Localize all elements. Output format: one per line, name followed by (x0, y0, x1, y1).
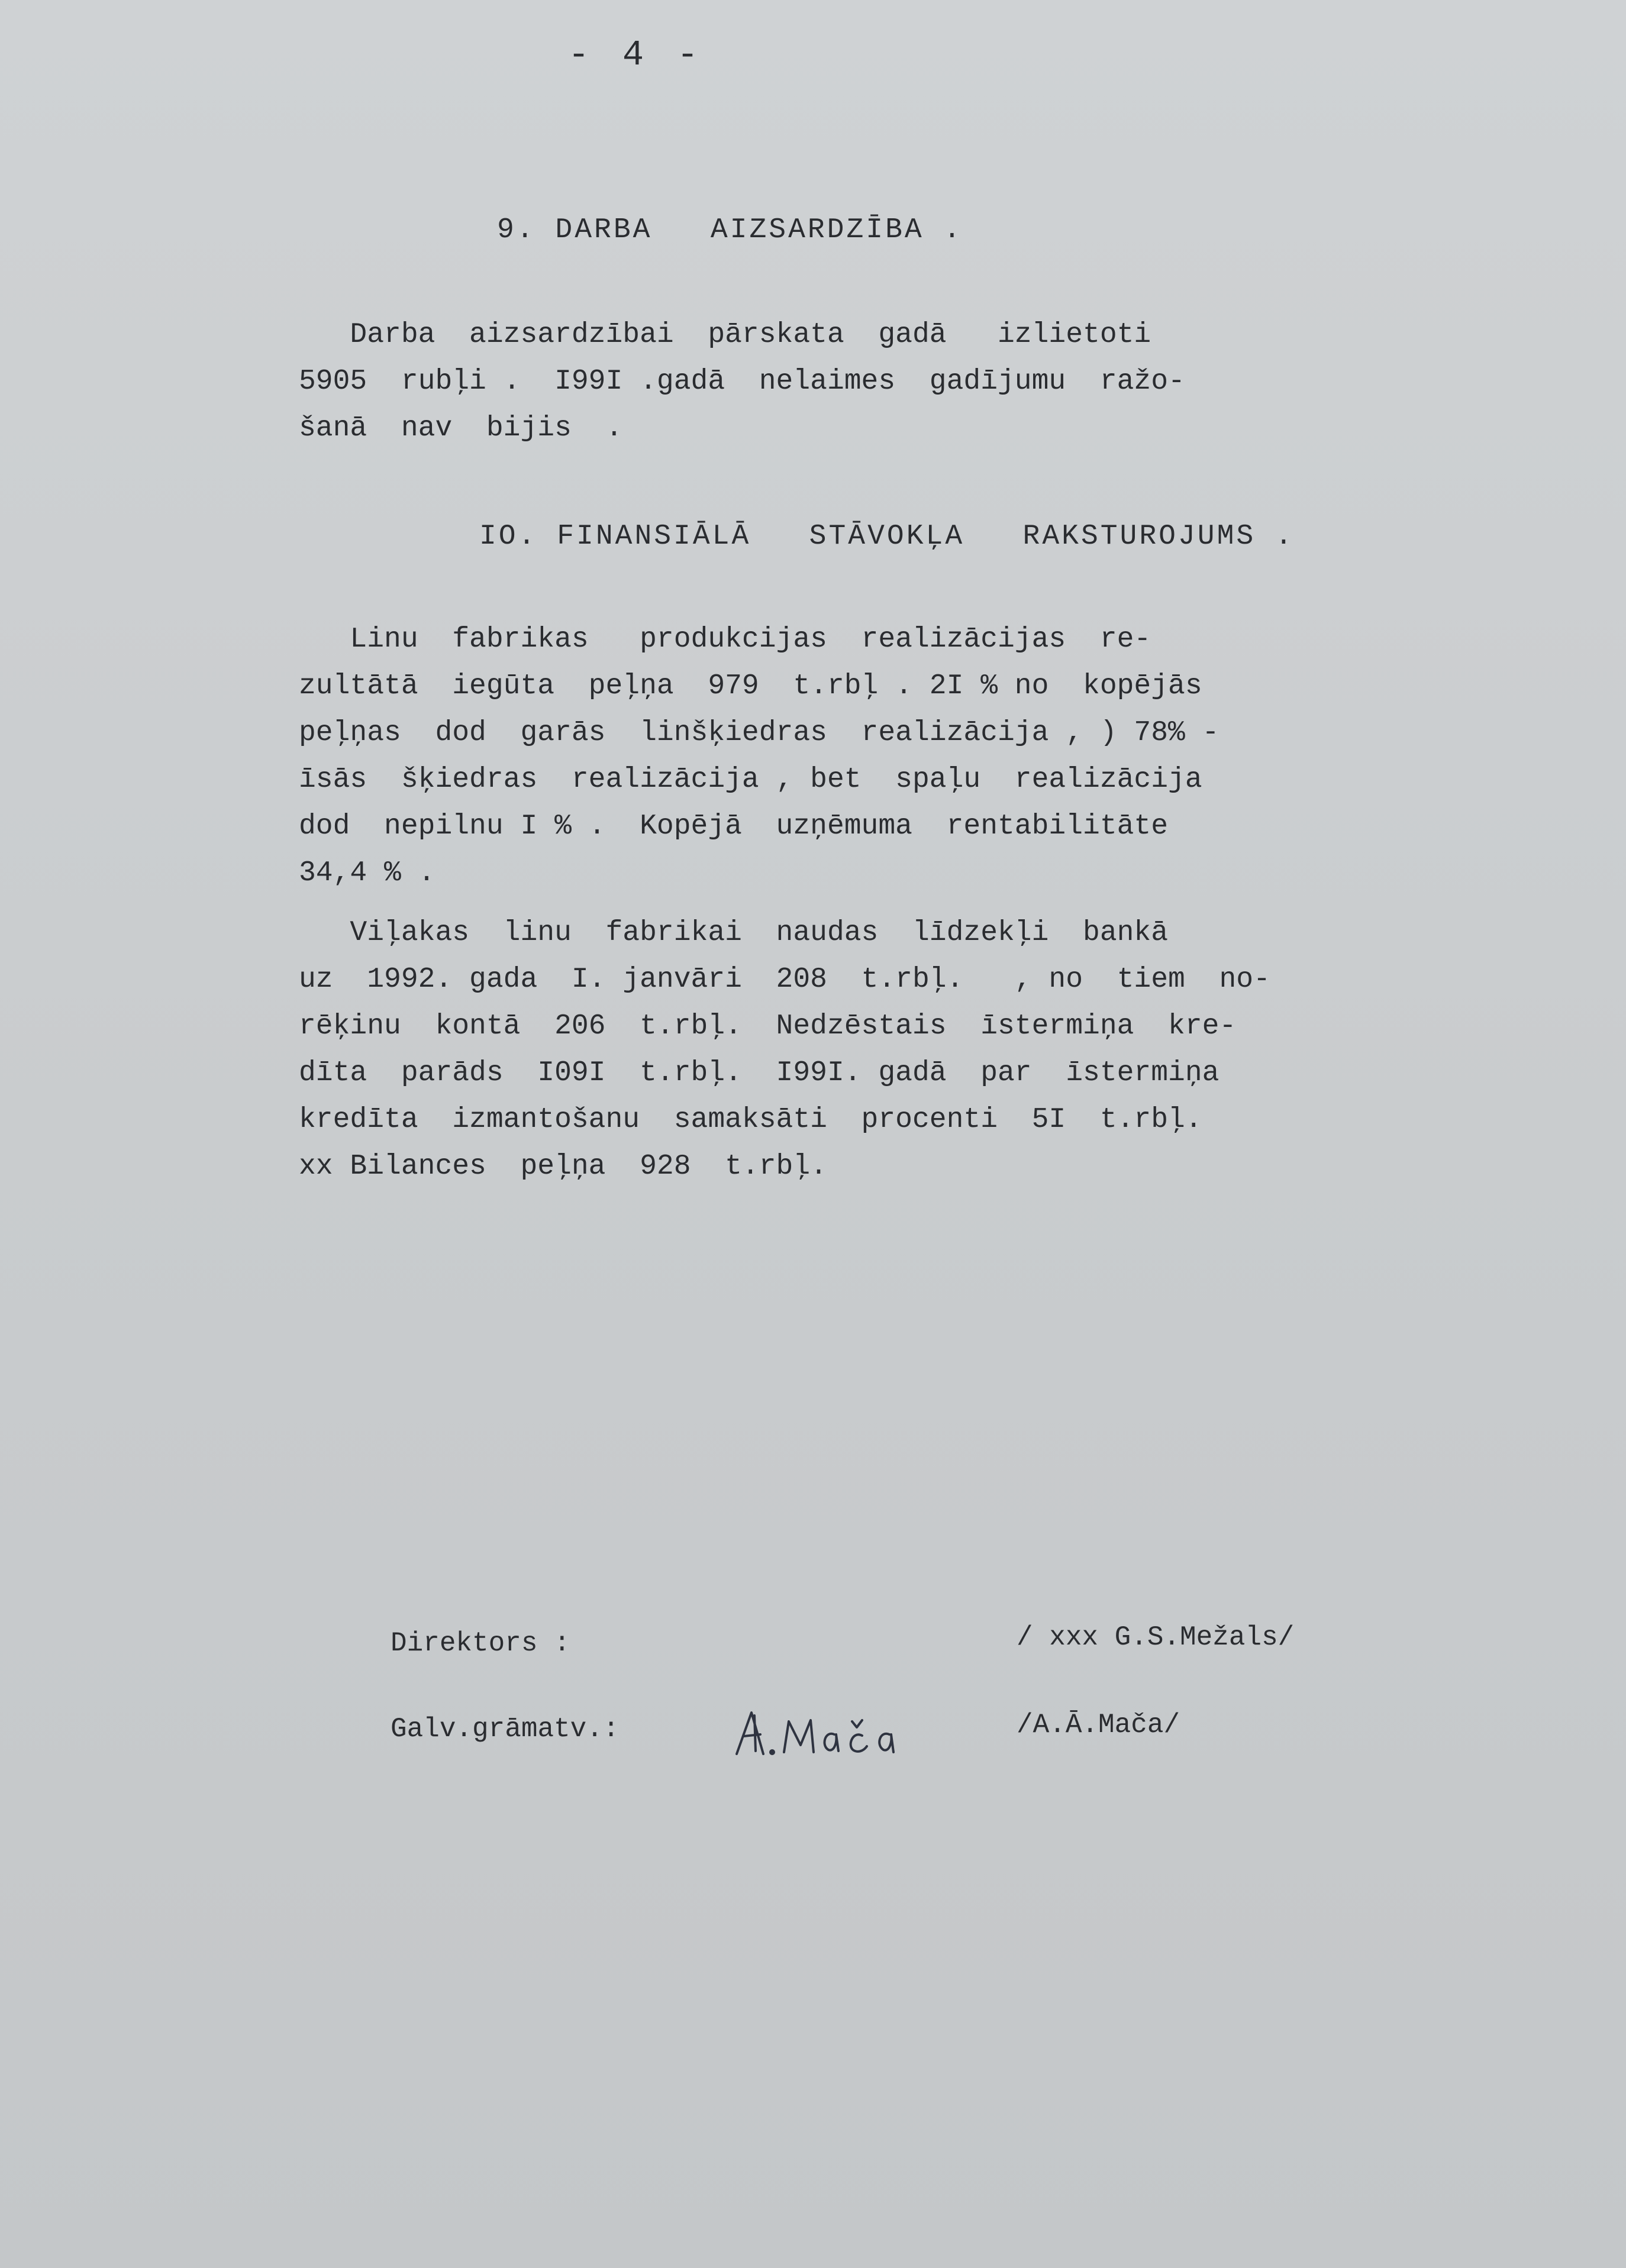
paragraph-line: dod nepilnu I % . Kopējā uzņēmuma rentabilitāte (299, 810, 1169, 842)
paragraph-line: rēķinu kontā 206 t.rbļ. Nedzēstais īstermiņa kre- (299, 1010, 1237, 1042)
paragraph-line: dīta parāds I09I t.rbļ. I99I. gadā par īstermiņa (299, 1057, 1220, 1089)
paragraph-line: kredīta izmantošanu samaksāti procenti 5I t.rbļ. (299, 1104, 1202, 1136)
section-10-paragraph-1 (299, 616, 1405, 897)
paragraph-line: Viļakas linu fabrikai naudas līdzekļi bankā (299, 917, 1169, 949)
paragraph-line: uz 1992. gada I. janvāri 208 t.rbļ. , no tiem no- (299, 964, 1270, 996)
section-9-title: 9. DARBA AIZSARDZĪBA . (497, 214, 963, 246)
chief-accountant-name: /A.Ā.Mača/ (1017, 1710, 1180, 1740)
paragraph-line: šanā nav bijis . (299, 412, 623, 444)
section-10-paragraph-2 (299, 910, 1405, 1190)
paragraph-line: zultātā iegūta peļņa 979 t.rbļ . 2I % no kopējās (299, 670, 1202, 702)
paragraph-line: xx Bilances peļņa 928 t.rbļ. (299, 1151, 827, 1183)
section-9-paragraph (299, 312, 1405, 452)
paragraph-line: 5905 rubļi . I99I .gadā nelaimes gadījumu ražo- (299, 366, 1185, 398)
chief-accountant-label: Galv.grāmatv.: (391, 1714, 620, 1744)
paragraph-line: Darba aizsardzībai pārskata gadā izlietoti (299, 319, 1151, 351)
paragraph-line: Linu fabrikas produkcijas realizācijas re- (299, 623, 1151, 655)
section-10-title: IO. FINANSIĀLĀ STĀVOKĻA RAKSTUROJUMS . (479, 521, 1295, 553)
director-name: / xxx G.S.Mežals/ (1017, 1622, 1295, 1653)
page-number: - 4 - (568, 35, 705, 76)
paragraph-line: īsās šķiedras realizācija , bet spaļu realizācija (299, 764, 1202, 796)
handwritten-signature (731, 1698, 920, 1763)
paragraph-line: peļņas dod garās linšķiedras realizācija , ) 78% - (299, 717, 1220, 749)
paragraph-line: 34,4 % . (299, 857, 435, 889)
director-label: Direktors : (391, 1628, 570, 1659)
